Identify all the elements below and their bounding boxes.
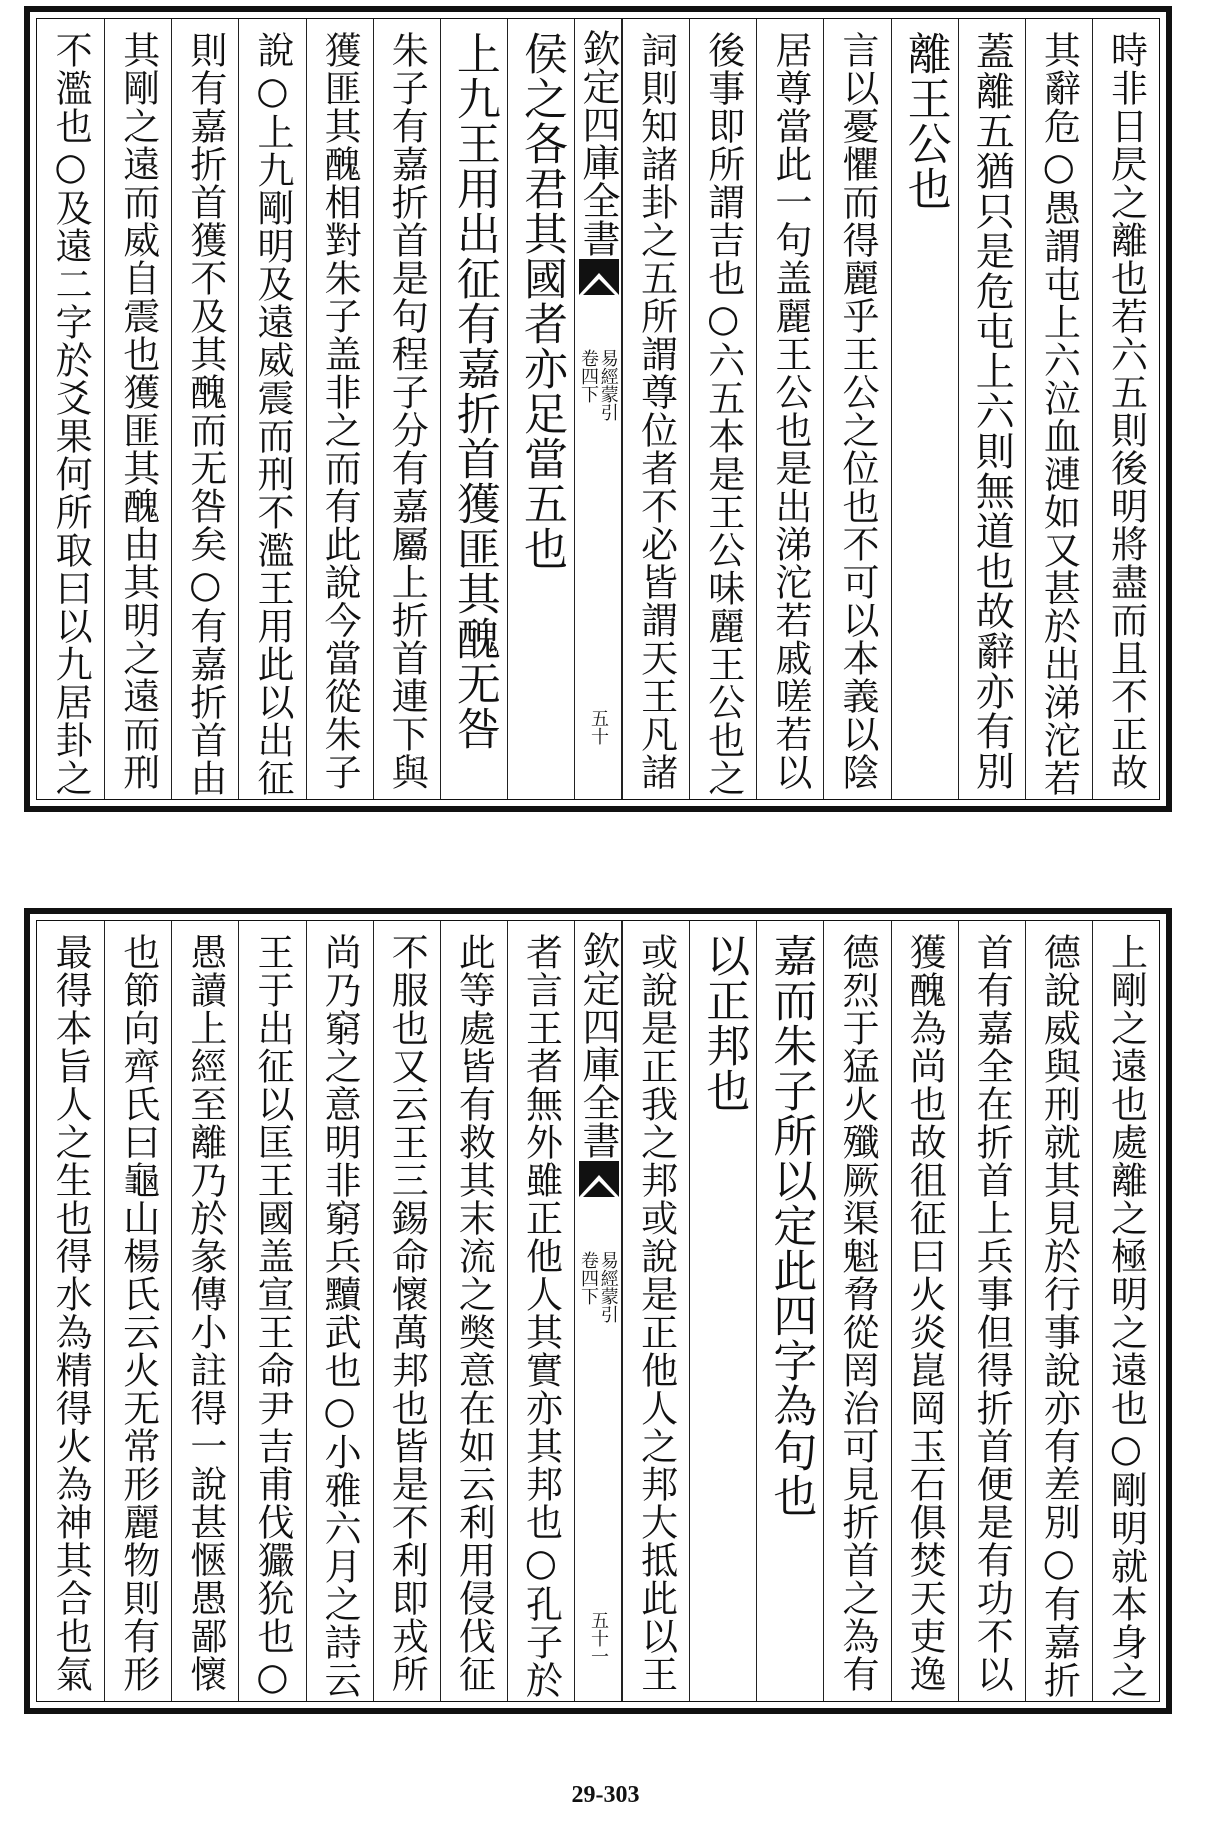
column-text: 最得本旨人之生也得水為精得火為神其合也氣 [49,933,93,1693]
column-text: 上剛之遠也處離之極明之遠也○剛明就本身之 [1104,933,1148,1699]
page-code: 29-303 [571,1782,640,1808]
bottom-page [24,908,1172,1714]
text-column [689,19,756,799]
text-column [306,921,373,1701]
column-text: 嘉而朱子所以定此四字為句也 [765,933,817,1518]
center-margin-strip [574,921,622,1701]
column-text: 以正邦也 [698,933,750,1113]
column-text: 則有嘉折首獲不及其醜而无咎矣○有嘉折首由 [183,31,227,797]
text-column [958,19,1025,799]
volume-label: 易經蒙引 卷四下 [578,349,619,421]
text-column [306,19,373,799]
column-text: 居尊當此一句盖麗王公也是出涕沱若戚嗟若以 [768,31,812,791]
text-column [373,19,440,799]
text-column [891,921,958,1701]
bottom-page-frame [36,920,1160,1702]
column-text: 言以憂懼而得麗乎王公之位也不可以本義以陰 [835,31,879,791]
column-text: 者言王者無外雖正他人其實亦其邦也○孔子於 [519,933,563,1699]
folio-number: 五十 [588,709,609,745]
text-column [104,19,171,799]
column-text: 獲醜為尚也故徂征曰火炎崑岡玉石俱焚天吏逸 [903,933,947,1693]
text-column [958,921,1025,1701]
text-column [689,921,756,1701]
column-text: 尚乃窮之意明非窮兵黷武也○小雅六月之詩云 [318,933,362,1699]
column-text: 不濫也○及遠二字於爻果何所取曰以九居卦之 [49,31,93,797]
column-text: 此等處皆有救其末流之獘意在如云利用侵伐征 [452,933,496,1693]
text-column [104,921,171,1701]
text-column [37,19,104,799]
column-text: 獲匪其醜相對朱子盖非之而有此說今當從朱子 [318,31,362,791]
text-column [756,19,823,799]
text-column [238,921,305,1701]
text-column [440,19,507,799]
top-page [24,6,1172,812]
text-column [171,921,238,1701]
text-column [238,19,305,799]
text-column [1025,19,1092,799]
text-column [37,921,104,1701]
column-text: 後事即所謂吉也○六五本是王公味麗王公也之 [701,31,745,797]
text-column [507,921,574,1701]
center-margin-strip [574,19,622,799]
column-text: 首有嘉全在折首上兵事但得折首便是有功不以 [970,933,1014,1693]
fish-tail-mark-icon [579,259,617,295]
text-column [1092,921,1159,1701]
volume-label: 易經蒙引 卷四下 [578,1251,619,1323]
text-column [622,921,689,1701]
text-column [823,921,890,1701]
column-text: 上九王用出征有嘉折首獲匪其醜无咎 [448,31,500,751]
column-text: 詞則知諸卦之五所謂尊位者不必皆謂天王凡諸 [634,31,678,791]
book-title: 欽定四庫全書 [576,931,620,1159]
text-column [823,19,890,799]
column-text: 也節向齊氏曰龜山楊氏云火无常形麗物則有形 [116,933,160,1693]
column-text: 朱子有嘉折首是句程子分有嘉屬上折首連下與 [385,31,429,791]
column-text: 離王公也 [899,31,951,211]
column-text: 不服也又云王三錫命懷萬邦也皆是不利即戎所 [385,933,429,1693]
text-column [1092,19,1159,799]
text-column [507,19,574,799]
text-column [891,19,958,799]
text-column [373,921,440,1701]
top-page-frame [36,18,1160,800]
text-column [440,921,507,1701]
book-title: 欽定四庫全書 [576,29,620,257]
column-text: 說○上九剛明及遠威震而刑不濫王用此以出征 [250,31,294,797]
column-text: 或說是正我之邦或說是正他人之邦大抵此以王 [634,933,678,1693]
text-column [171,19,238,799]
column-text: 愚讀上經至離乃於彖傳小註得一說甚愜愚鄙懷 [183,933,227,1693]
column-text: 其剛之遠而威自震也獲匪其醜由其明之遠而刑 [116,31,160,791]
column-text: 德說威與刑就其見於行事說亦有差別○有嘉折 [1037,933,1081,1699]
folio-number: 五十一 [588,1611,609,1665]
column-text: 侯之各君其國者亦足當五也 [515,31,567,571]
column-text: 時非日昃之離也若六五則後明將盡而且不正故 [1104,31,1148,791]
column-text: 德烈于猛火殲厥渠魁脅從罔治可見折首之為有 [835,933,879,1693]
column-text: 其辭危○愚謂屯上六泣血漣如又甚於出涕沱若 [1037,31,1081,797]
column-text: 蓋離五猶只是危屯上六則無道也故辭亦有別 [969,31,1015,791]
fish-tail-mark-icon [579,1161,617,1197]
text-column [756,921,823,1701]
column-text: 王于出征以匡王國盖宣王命尹吉甫伐玁狁也○ [250,933,294,1699]
text-column [622,19,689,799]
text-column [1025,921,1092,1701]
